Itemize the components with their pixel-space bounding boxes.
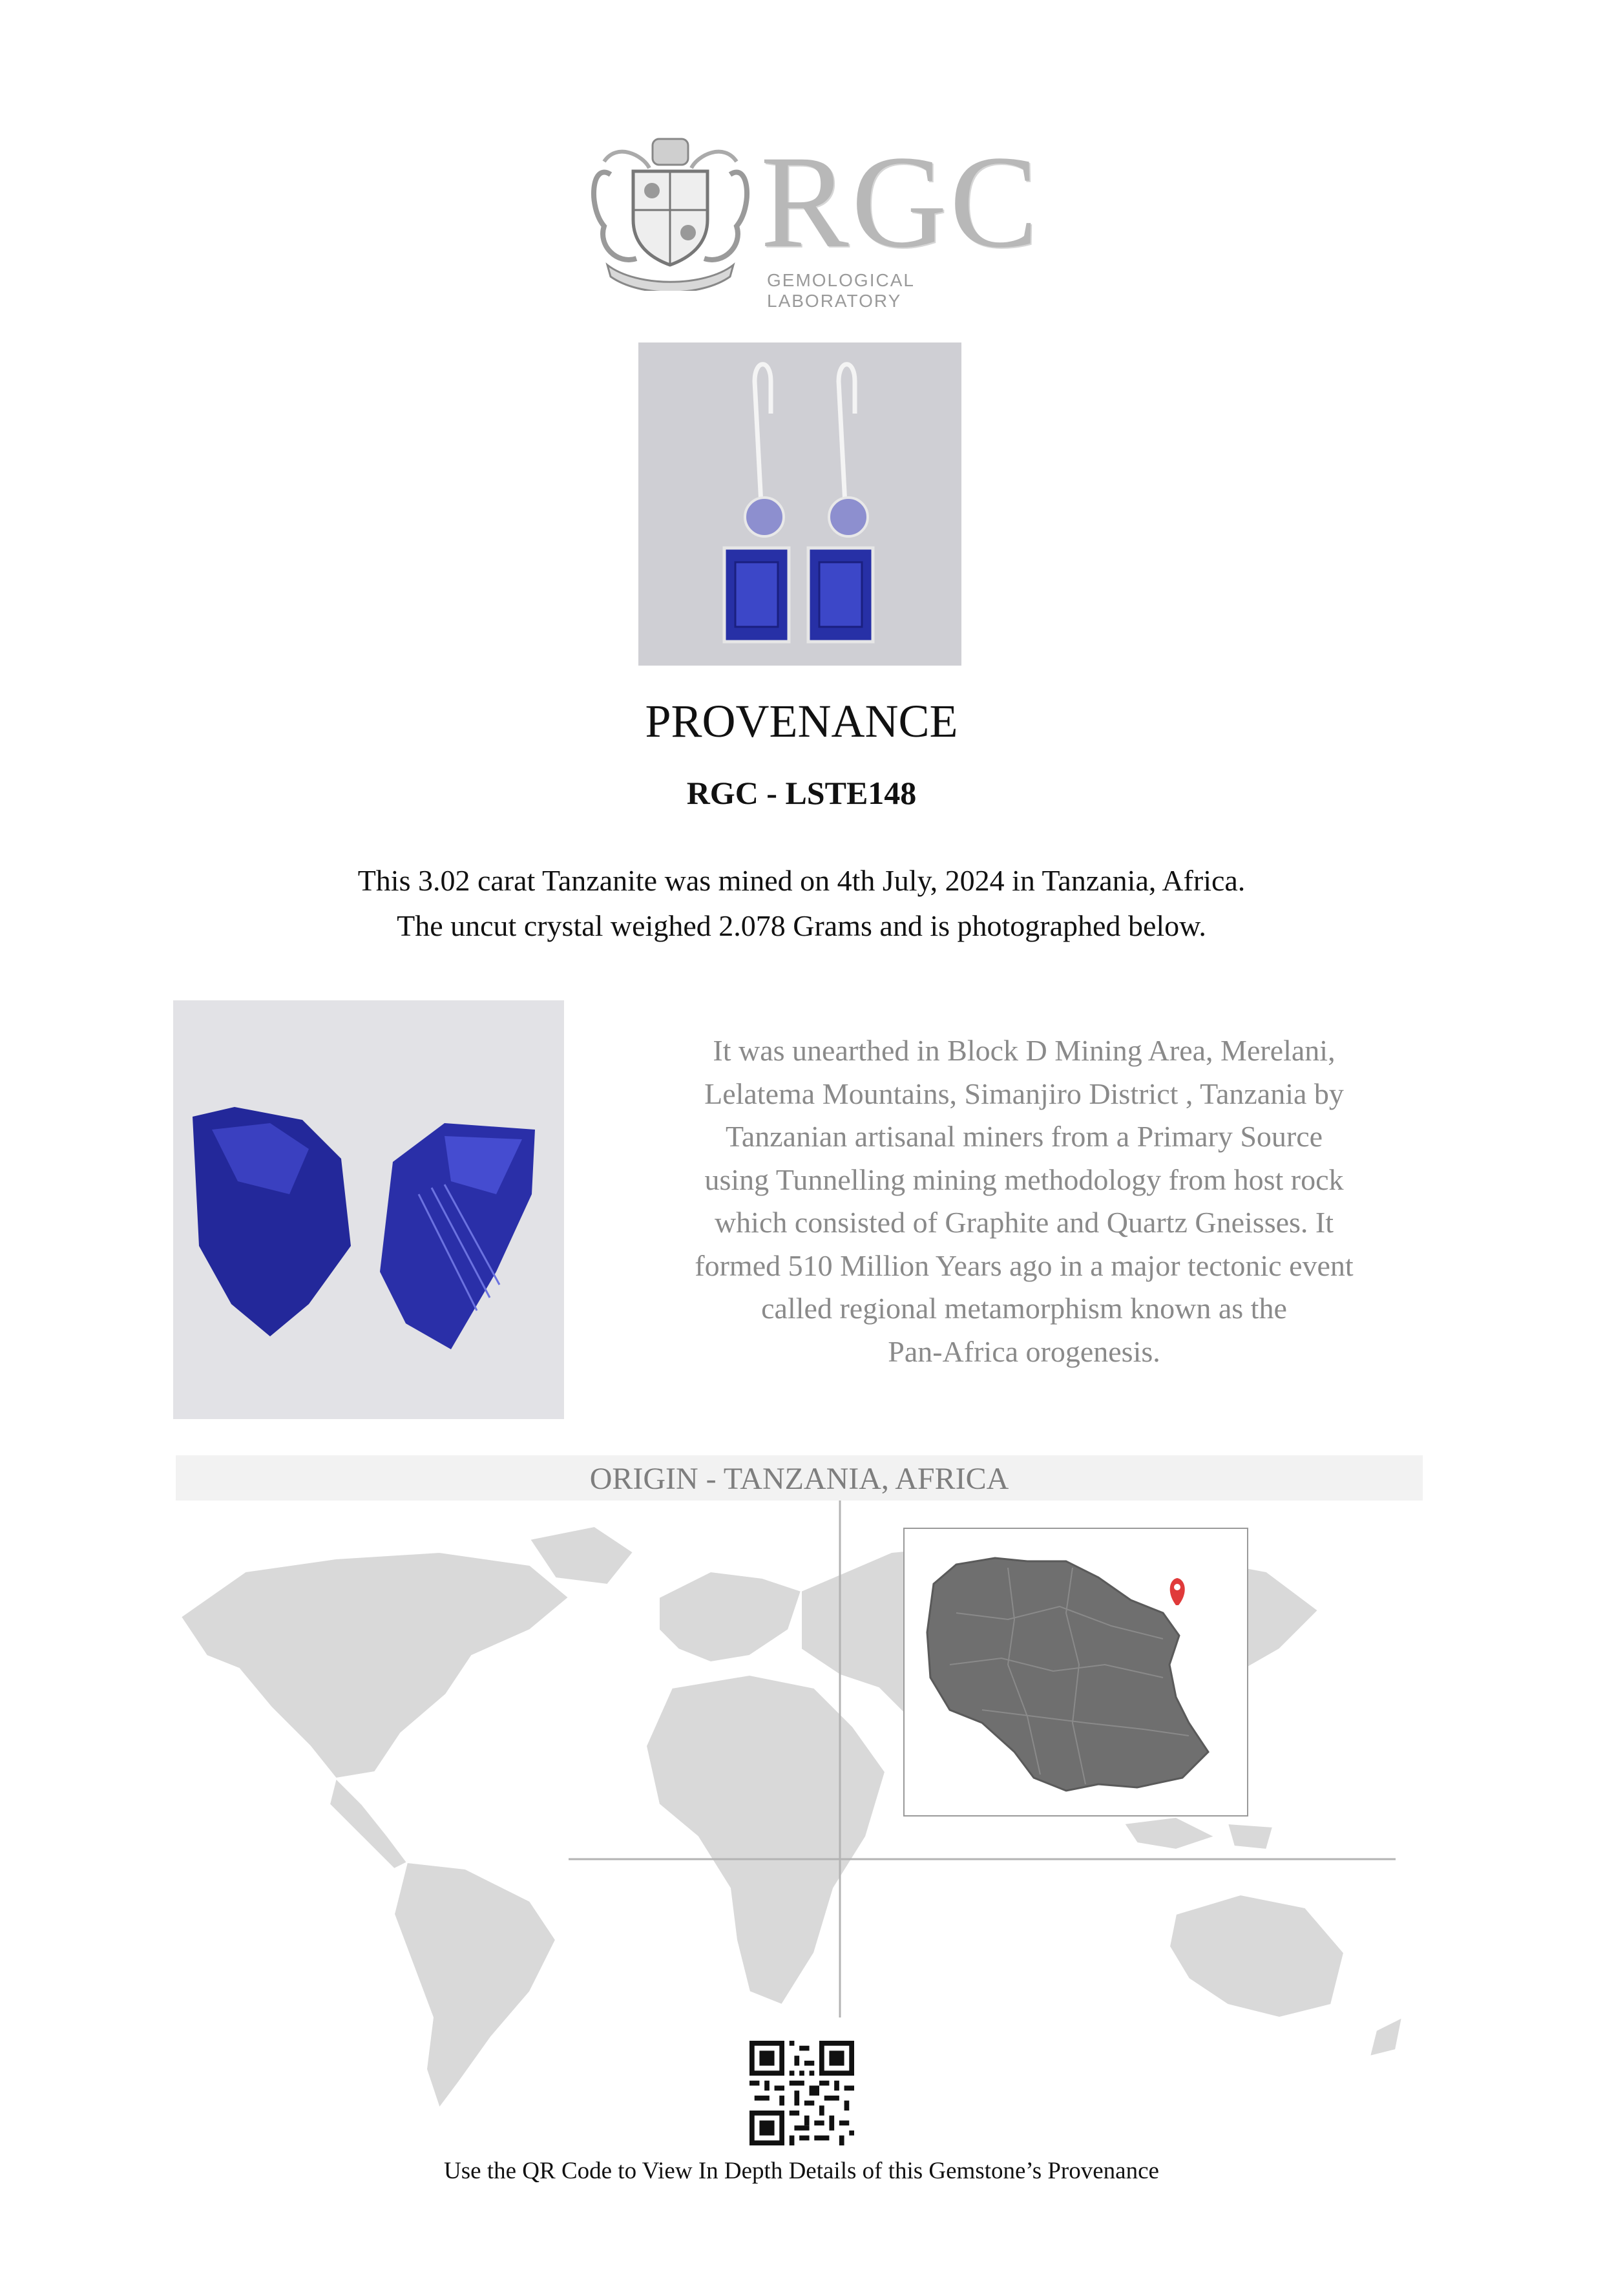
rough-crystal-image bbox=[173, 1000, 564, 1419]
details-line: Pan-Africa orogenesis. bbox=[888, 1334, 1160, 1368]
location-marker-icon bbox=[1170, 1578, 1185, 1605]
rough-crystal-photo bbox=[173, 1000, 564, 1419]
details-paragraph bbox=[646, 1029, 1402, 1373]
qr-code-icon bbox=[749, 2041, 854, 2145]
page-title: PROVENANCE bbox=[645, 695, 958, 747]
details-line: which consisted of Graphite and Quartz Gneisses. It bbox=[714, 1206, 1334, 1239]
details-line: Lelatema Mountains, Simanjiro District , Tanzania by bbox=[704, 1077, 1344, 1110]
rgc-logo bbox=[585, 123, 1041, 311]
brand-letters: RGC bbox=[760, 129, 1041, 275]
details-line: It was unearthed in Block D Mining Area, Merelani, bbox=[713, 1034, 1336, 1067]
tanzania-inset bbox=[903, 1528, 1248, 1817]
details-line: called regional metamorphism known as the bbox=[761, 1292, 1287, 1325]
earrings-photo bbox=[638, 342, 961, 666]
brand-subtitle: GEMOLOGICAL LABORATORY bbox=[767, 270, 914, 311]
qr-footer-note: Use the QR Code to View In Depth Details of this Gemstone’s Provenance bbox=[444, 2158, 1159, 2184]
intro-line-1: This 3.02 carat Tanzanite was mined on 4th July, 2024 in Tanzania, Africa. bbox=[357, 864, 1246, 897]
details-line: Tanzanian artisanal miners from a Primary Source bbox=[725, 1120, 1323, 1153]
details-line: formed 510 Million Years ago in a major tectonic event bbox=[695, 1248, 1354, 1282]
origin-bar: ORIGIN - TANZANIA, AFRICA bbox=[176, 1455, 1423, 1501]
earrings-image bbox=[638, 342, 961, 666]
intro-line-2: The uncut crystal weighed 2.078 Grams and is photographed below. bbox=[397, 909, 1206, 942]
report-id: RGC - LSTE148 bbox=[686, 775, 917, 811]
tanzania-map bbox=[905, 1529, 1247, 1815]
crest-icon bbox=[585, 136, 756, 291]
details-line: using Tunnelling mining methodology from host rock bbox=[704, 1163, 1344, 1196]
